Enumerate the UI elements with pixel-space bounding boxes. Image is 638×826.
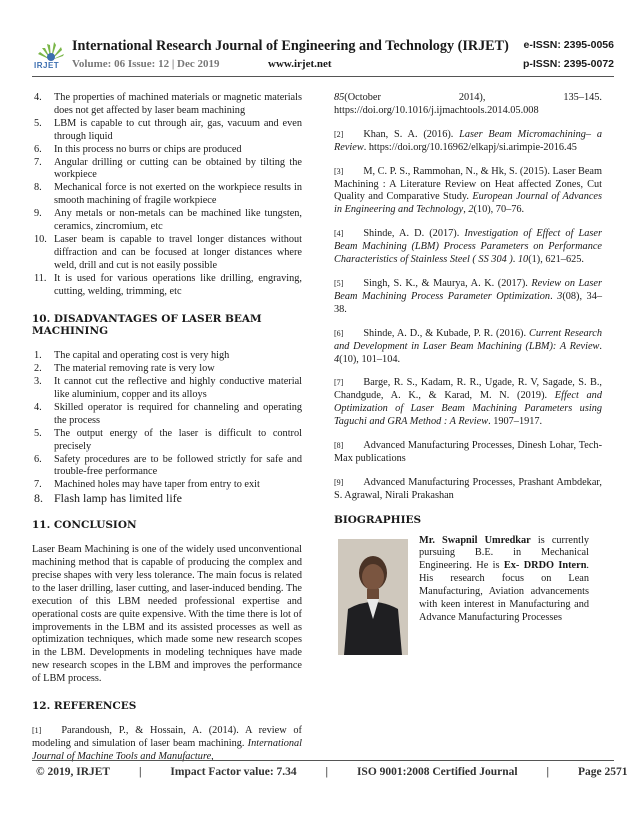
reference-item: [1] Parandoush, P., & Hossain, A. (2014). A review of modeling and simulation of laser beam machining. International Journal of Machine Tools and Manufacture, <box>32 724 302 762</box>
p-issn: p-ISSN: 2395-0072 <box>522 58 614 70</box>
footer-divider <box>32 760 614 761</box>
list-item: 8. Flash lamp has limited life <box>34 491 182 506</box>
footer-iso: ISO 9001:2008 Certified Journal <box>356 766 518 778</box>
header-divider <box>32 76 614 77</box>
footer-separator: | <box>546 766 550 778</box>
reference-item: [2] Khan, S. A. (2016). Laser Beam Micromachining– a Review. https://doi.org/10.16962/elkapj/si.arimpie-2016.45 <box>334 128 602 153</box>
right-column <box>334 92 602 653</box>
list-item: 4. The properties of machined materials or magnetic materials does not get affected by laser beam machining <box>34 92 302 116</box>
conclusion-heading: 11. CONCLUSION <box>32 519 137 532</box>
e-issn: e-ISSN: 2395-0056 <box>523 39 614 51</box>
biography-text: Mr. Swapnil Umredkar is currently pursuing B.E. in Mechanical Engineering. He is Ex- DRDO Intern. His research focus on Lean Manufacturing, Aviation advancements with keen interest in Manufacturing and Advance Manufacturing Processes <box>419 534 589 623</box>
reference-item: [8] Advanced Manufacturing Processes, Dinesh Lohar, Tech-Max publications <box>334 440 602 464</box>
journal-title: International Research Journal of Engineering and Technology (IRJET) <box>72 38 509 54</box>
footer-page-number: Page 2571 <box>577 766 628 778</box>
author-biography <box>334 533 602 653</box>
footer-separator: | <box>325 766 329 778</box>
reference-item: [3] M, C. P. S., Rammohan, N., & Hk, S. (2015). Laser Beam Machining : A Literature Review on Heat affected Zones, Cut Quality and Comparative Study. European Journal of Advances in Engineering and Technology, 2(10), 70–76. <box>334 165 603 216</box>
reference-item: [9] Advanced Manufacturing Processes, Prashant Ambdekar, S. Agrawal, Nirali Prakashan <box>334 476 602 501</box>
list-item: 2. The material removing rate is very low <box>34 363 215 375</box>
list-item: 6. In this process no burrs or chips are produced <box>34 143 242 155</box>
journal-header <box>0 0 638 80</box>
list-item: 10. Laser beam is capable to travel longer distances without diffraction and can be focused at longer distances where weld, drill and cut is not easily possible <box>34 233 302 271</box>
list-item: 11. It is used for various operations like drilling, engraving, cutting, welding, trimming, etc <box>34 272 302 297</box>
conclusion-text: Laser Beam Machining is one of the widely used unconventional machining method that is capable of producing the complex and precise shapes with very less tolerance. The main focus is related to the laser drilling, laser cutting, and laser-induced bending. The execution of this LBM needed professional expertise and operational costs are quite expensive. With the time there is lot of improvements in the LBM and its assisted processes as well as optimization techniques, which made some new research scopes in the LBM. Developments in modeling techniques have made new research scopes in the LBM and improves the performance of LBM process. <box>32 544 302 685</box>
list-item: 8. Mechanical force is not exerted on the workpiece results in smooth machining of fragile workpiece <box>34 182 302 207</box>
reference-item: [7] Barge, R. S., Kadam, R. R., Ugade, R. V, Sagade, S. B., Chandgude, A. K., & Karad, M. N. (2019). Effect and Optimization of Laser Beam Machining Parameters using Taguchi and GRA Method : A Review. 1907–1917. <box>334 377 602 428</box>
list-item: 4. Skilled operator is required for channeling and operating the process <box>34 401 302 426</box>
list-item: 9. Any metals or non-metals can be machined like tungsten, ceramics, zincromium, etc <box>34 208 302 233</box>
references-heading: 12. REFERENCES <box>32 700 137 713</box>
list-item: 6. Safety procedures are to be followed strictly for safe and trouble-free performance <box>34 453 302 478</box>
page-footer <box>36 766 628 778</box>
list-item: 7. Machined holes may have taper from entry to exit <box>34 479 260 491</box>
list-item: 1. The capital and operating cost is very high <box>34 350 230 362</box>
list-item: 5. The output energy of the laser is difficult to control precisely <box>34 427 302 452</box>
author-photo <box>338 539 408 655</box>
reference-item-continued: 85(October 2014), 135–145. https://doi.org/10.1016/j.ijmachtools.2014.05.008 <box>334 92 602 116</box>
list-item: 5. LBM is capable to cut through air, gas, vacuum and even through liquid <box>34 117 302 142</box>
footer-separator: | <box>138 766 142 778</box>
list-item: 3. It cannot cut the reflective and highly conductive material like aluminium, copper and its alloys <box>34 376 302 401</box>
logo-text: IRJET <box>34 61 60 70</box>
disadvantages-heading: 10. DISADVANTAGES OF LASER BEAM MACHINING <box>32 312 262 338</box>
reference-item: [4] Shinde, A. D. (2017). Investigation of Effect of Laser Beam Machining (LBM) Process Parameters on Performance Characteristics of Stainless Steel ( SS 304 ). 10(1), 621–625. <box>334 228 602 266</box>
footer-copyright: © 2019, IRJET <box>36 766 111 778</box>
list-item: 7. Angular drilling or cutting can be obtained by tilting the workpiece <box>34 156 302 181</box>
footer-impact-factor: Impact Factor value: 7.34 <box>170 766 297 778</box>
left-column <box>32 92 302 775</box>
disadvantages-list <box>32 350 302 505</box>
website-link[interactable]: www.irjet.net <box>268 58 332 70</box>
advantages-list <box>32 92 302 299</box>
reference-item: [6] Shinde, A. D., & Kubade, P. R. (2016). Current Research and Development in Laser Beam Machining (LBM): A Review. 4(10), 101–104. <box>334 327 603 365</box>
volume-issue: Volume: 06 Issue: 12 | Dec 2019 <box>72 58 220 70</box>
biographies-heading: BIOGRAPHIES <box>334 513 422 526</box>
reference-item: [5] Singh, S. K., & Maurya, A. K. (2017). Review on Laser Beam Machining Process Parameter Optimization. 3(08), 34–38. <box>334 277 603 315</box>
